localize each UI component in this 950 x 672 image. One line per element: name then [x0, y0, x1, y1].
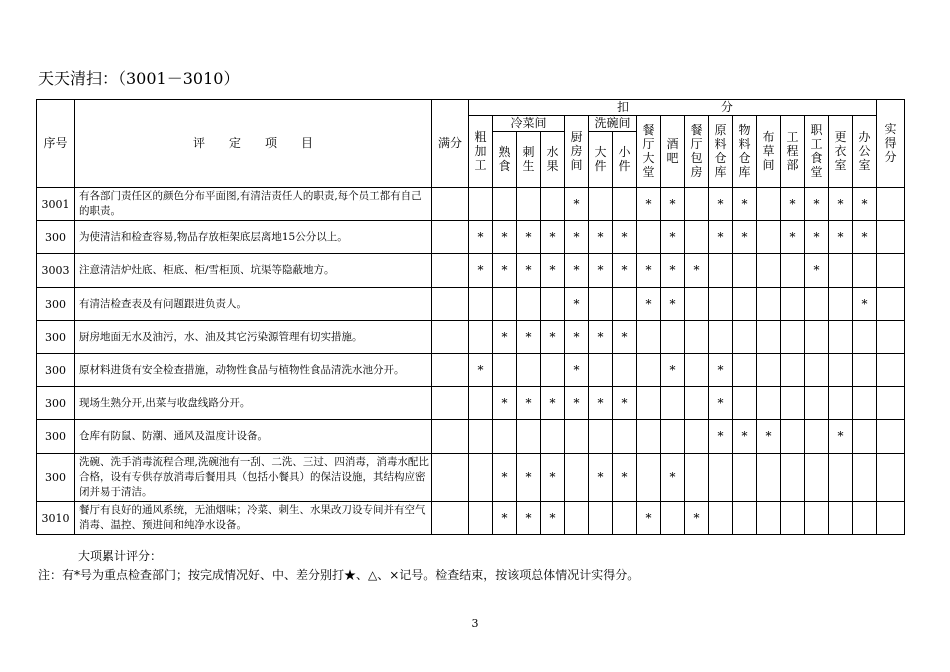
row-mark-14 [805, 454, 829, 502]
row-full-score [432, 254, 469, 288]
row-mark-13 [781, 454, 805, 502]
row-mark-12: * [757, 420, 781, 454]
row-mark-1 [493, 188, 517, 221]
row-mark-14 [805, 420, 829, 454]
row-code: 3003 [37, 254, 75, 288]
row-mark-4: * [565, 188, 589, 221]
row-mark-5: * [589, 387, 613, 420]
row-mark-10 [709, 288, 733, 321]
row-mark-4: * [565, 387, 589, 420]
row-mark-5 [589, 288, 613, 321]
row-mark-5: * [589, 221, 613, 254]
row-item-text: 有各部门责任区的颜色分布平面图,有清洁责任人的职责,每个员工都有自己的职责。 [75, 188, 432, 221]
row-mark-12 [757, 288, 781, 321]
header-deduction-a: 扣 [617, 100, 630, 114]
row-full-score [432, 354, 469, 387]
row-mark-3: * [541, 221, 565, 254]
row-mark-1: * [493, 254, 517, 288]
row-mark-15: * [829, 420, 853, 454]
row-mark-3: * [541, 387, 565, 420]
row-mark-14 [805, 387, 829, 420]
row-mark-7: * [637, 502, 661, 535]
dept-header-5: 大件 [589, 132, 613, 188]
table-row [37, 502, 905, 535]
dept-header-9: 餐厅包房 [685, 116, 709, 188]
dept-header-0: 粗加工 [469, 116, 493, 188]
row-mark-15 [829, 354, 853, 387]
dept-header-15: 更衣室 [829, 116, 853, 188]
row-mark-16 [853, 254, 877, 288]
row-actual-score [877, 321, 905, 354]
row-mark-15: * [829, 221, 853, 254]
row-item-text: 为使清洁和检查容易,物品存放柜架底层离地15公分以上。 [75, 221, 432, 254]
row-mark-9 [685, 454, 709, 502]
row-mark-12 [757, 354, 781, 387]
row-mark-3 [541, 288, 565, 321]
table-row [37, 321, 905, 354]
row-mark-10: * [709, 188, 733, 221]
row-mark-4 [565, 502, 589, 535]
row-mark-7 [637, 387, 661, 420]
row-mark-2: * [517, 254, 541, 288]
row-mark-11 [733, 288, 757, 321]
row-full-score [432, 321, 469, 354]
row-mark-9 [685, 420, 709, 454]
row-mark-5: * [589, 321, 613, 354]
row-mark-12 [757, 454, 781, 502]
row-mark-6: * [613, 454, 637, 502]
row-actual-score [877, 420, 905, 454]
row-mark-0 [469, 502, 493, 535]
row-mark-5: * [589, 254, 613, 288]
row-mark-3: * [541, 454, 565, 502]
row-mark-7 [637, 454, 661, 502]
row-code: 300 [37, 221, 75, 254]
table-row [37, 188, 905, 221]
table-row [37, 454, 905, 502]
footnote: 注：有*号为重点检查部门；按完成情况好、中、差分别打★、△、×记号。检查结束，按该项总体情况计实得分。 [38, 568, 640, 582]
row-mark-15 [829, 288, 853, 321]
row-mark-8: * [661, 454, 685, 502]
row-mark-0 [469, 288, 493, 321]
table-row [37, 354, 905, 387]
row-code: 300 [37, 420, 75, 454]
row-mark-9 [685, 387, 709, 420]
row-item-text: 有清洁检查表及有问题跟进负责人。 [75, 288, 432, 321]
row-mark-6 [613, 354, 637, 387]
row-mark-0: * [469, 221, 493, 254]
row-mark-9 [685, 188, 709, 221]
row-mark-13 [781, 321, 805, 354]
row-mark-4: * [565, 321, 589, 354]
row-mark-16 [853, 454, 877, 502]
row-mark-9 [685, 288, 709, 321]
row-mark-3 [541, 420, 565, 454]
row-mark-10 [709, 502, 733, 535]
row-mark-9 [685, 221, 709, 254]
row-mark-11 [733, 254, 757, 288]
row-mark-15 [829, 387, 853, 420]
row-mark-4: * [565, 354, 589, 387]
row-mark-0 [469, 188, 493, 221]
header-deduction [469, 100, 877, 116]
row-mark-14: * [805, 221, 829, 254]
header-dishwashing: 洗碗间 [589, 116, 637, 132]
row-mark-2 [517, 288, 541, 321]
page-title: 天天清扫：（3001－3010） [38, 69, 240, 88]
row-item-text: 仓库有防鼠、防潮、通风及温度计设备。 [75, 420, 432, 454]
row-mark-10 [709, 454, 733, 502]
row-mark-2: * [517, 454, 541, 502]
row-mark-10 [709, 321, 733, 354]
row-actual-score [877, 254, 905, 288]
dept-header-1: 熟食 [493, 132, 517, 188]
row-mark-11: * [733, 221, 757, 254]
row-mark-3 [541, 354, 565, 387]
table-row [37, 221, 905, 254]
row-mark-4: * [565, 221, 589, 254]
row-mark-1: * [493, 454, 517, 502]
inspection-table [36, 99, 905, 535]
dept-header-11: 物料仓库 [733, 116, 757, 188]
row-mark-1 [493, 420, 517, 454]
row-mark-14 [805, 288, 829, 321]
row-mark-8: * [661, 254, 685, 288]
row-mark-1 [493, 288, 517, 321]
row-mark-5: * [589, 454, 613, 502]
row-mark-11 [733, 454, 757, 502]
row-mark-2: * [517, 387, 541, 420]
row-mark-15 [829, 254, 853, 288]
row-mark-3: * [541, 254, 565, 288]
row-mark-7 [637, 221, 661, 254]
table-row [37, 254, 905, 288]
row-mark-10: * [709, 420, 733, 454]
row-mark-10: * [709, 354, 733, 387]
row-mark-13 [781, 254, 805, 288]
row-mark-13 [781, 288, 805, 321]
row-mark-14 [805, 502, 829, 535]
row-mark-5 [589, 420, 613, 454]
row-mark-0 [469, 454, 493, 502]
dept-header-4: 厨房间 [565, 116, 589, 188]
row-code: 3010 [37, 502, 75, 535]
row-mark-7: * [637, 254, 661, 288]
row-item-text: 原材料进货有安全检查措施，动物性食品与植物性食品清洗水池分开。 [75, 354, 432, 387]
dept-header-10: 原料仓库 [709, 116, 733, 188]
row-mark-15 [829, 454, 853, 502]
row-mark-14 [805, 354, 829, 387]
row-mark-6 [613, 420, 637, 454]
page-number: 3 [471, 617, 479, 630]
row-actual-score [877, 454, 905, 502]
row-mark-12 [757, 221, 781, 254]
dept-header-3: 水果 [541, 132, 565, 188]
row-full-score [432, 420, 469, 454]
row-mark-3: * [541, 321, 565, 354]
row-mark-7: * [637, 288, 661, 321]
row-mark-3 [541, 188, 565, 221]
row-mark-7: * [637, 188, 661, 221]
row-code: 300 [37, 387, 75, 420]
row-mark-7 [637, 420, 661, 454]
header-actual-score: 实得分 [877, 100, 905, 188]
row-mark-10 [709, 254, 733, 288]
row-mark-1: * [493, 387, 517, 420]
row-mark-4 [565, 420, 589, 454]
row-actual-score [877, 354, 905, 387]
row-mark-5 [589, 354, 613, 387]
row-item-text: 餐厅有良好的通风系统，无油烟味；冷菜、刺生、水果改刀设专间并有空气消毒、温控、预进间和纯净水设备。 [75, 502, 432, 535]
row-mark-16 [853, 387, 877, 420]
row-mark-9 [685, 321, 709, 354]
table-row [37, 420, 905, 454]
row-actual-score [877, 288, 905, 321]
row-code: 300 [37, 354, 75, 387]
row-mark-8: * [661, 354, 685, 387]
row-mark-12 [757, 254, 781, 288]
row-mark-13 [781, 502, 805, 535]
row-mark-13 [781, 354, 805, 387]
row-mark-2 [517, 354, 541, 387]
row-mark-14: * [805, 254, 829, 288]
row-mark-16: * [853, 221, 877, 254]
row-code: 300 [37, 321, 75, 354]
row-mark-11 [733, 354, 757, 387]
table-row [37, 387, 905, 420]
row-mark-9: * [685, 254, 709, 288]
row-mark-16 [853, 321, 877, 354]
row-mark-12 [757, 502, 781, 535]
row-mark-13 [781, 420, 805, 454]
row-mark-6: * [613, 387, 637, 420]
row-mark-0 [469, 321, 493, 354]
row-mark-10: * [709, 221, 733, 254]
row-mark-5 [589, 502, 613, 535]
row-mark-6 [613, 288, 637, 321]
header-serial: 序号 [37, 100, 75, 188]
row-mark-2: * [517, 221, 541, 254]
row-actual-score [877, 221, 905, 254]
row-mark-13: * [781, 221, 805, 254]
row-mark-8 [661, 502, 685, 535]
dept-header-6: 小件 [613, 132, 637, 188]
row-mark-0 [469, 387, 493, 420]
row-mark-11: * [733, 188, 757, 221]
dept-header-13: 工程部 [781, 116, 805, 188]
row-mark-0: * [469, 254, 493, 288]
row-mark-4: * [565, 254, 589, 288]
row-mark-0 [469, 420, 493, 454]
row-full-score [432, 221, 469, 254]
row-mark-16 [853, 502, 877, 535]
row-mark-0: * [469, 354, 493, 387]
dept-header-12: 布草间 [757, 116, 781, 188]
row-mark-5 [589, 188, 613, 221]
dept-header-7: 餐厅大堂 [637, 116, 661, 188]
dept-header-16: 办公室 [853, 116, 877, 188]
row-code: 300 [37, 454, 75, 502]
row-actual-score [877, 188, 905, 221]
table-row [37, 288, 905, 321]
row-mark-1 [493, 354, 517, 387]
dept-header-14: 职工食堂 [805, 116, 829, 188]
row-mark-2 [517, 420, 541, 454]
row-mark-4 [565, 454, 589, 502]
row-mark-14: * [805, 188, 829, 221]
row-mark-6: * [613, 254, 637, 288]
row-mark-15 [829, 321, 853, 354]
row-mark-4: * [565, 288, 589, 321]
row-mark-11 [733, 387, 757, 420]
row-mark-10: * [709, 387, 733, 420]
row-mark-11 [733, 502, 757, 535]
row-mark-12 [757, 387, 781, 420]
row-full-score [432, 288, 469, 321]
header-item: 评 定 项 目 [75, 100, 432, 188]
row-mark-6: * [613, 321, 637, 354]
header-full-score: 满分 [432, 100, 469, 188]
total-score-label: 大项累计评分： [78, 549, 163, 563]
dept-header-8: 酒吧 [661, 116, 685, 188]
row-mark-6 [613, 188, 637, 221]
row-mark-13 [781, 387, 805, 420]
row-mark-8: * [661, 188, 685, 221]
row-item-text: 注意清洁炉灶底、柜底、柜/雪柜顶、坑渠等隐蔽地方。 [75, 254, 432, 288]
row-mark-16: * [853, 188, 877, 221]
row-mark-16 [853, 420, 877, 454]
row-mark-14 [805, 321, 829, 354]
row-mark-1: * [493, 502, 517, 535]
row-mark-1: * [493, 221, 517, 254]
row-mark-11 [733, 321, 757, 354]
row-mark-6 [613, 502, 637, 535]
row-full-score [432, 387, 469, 420]
dept-header-2: 刺生 [517, 132, 541, 188]
row-actual-score [877, 502, 905, 535]
row-code: 300 [37, 288, 75, 321]
row-mark-9: * [685, 502, 709, 535]
row-full-score [432, 502, 469, 535]
row-mark-16 [853, 354, 877, 387]
row-mark-13: * [781, 188, 805, 221]
row-mark-2: * [517, 321, 541, 354]
row-mark-7 [637, 354, 661, 387]
row-mark-8 [661, 420, 685, 454]
row-mark-8 [661, 387, 685, 420]
row-item-text: 厨房地面无水及油污，水、油及其它污染源管理有切实措施。 [75, 321, 432, 354]
row-code: 3001 [37, 188, 75, 221]
row-mark-12 [757, 321, 781, 354]
row-mark-1: * [493, 321, 517, 354]
row-mark-15 [829, 502, 853, 535]
row-mark-6: * [613, 221, 637, 254]
row-mark-16: * [853, 288, 877, 321]
row-mark-8 [661, 321, 685, 354]
row-mark-7 [637, 321, 661, 354]
row-mark-3: * [541, 502, 565, 535]
row-mark-2: * [517, 502, 541, 535]
row-item-text: 现场生熟分开,出菜与收盘线路分开。 [75, 387, 432, 420]
row-mark-9 [685, 354, 709, 387]
header-deduction-b: 分 [720, 100, 733, 114]
row-full-score [432, 454, 469, 502]
row-item-text: 洗碗、洗手消毒流程合理,洗碗池有一刮、二洗、三过、四消毒，消毒水配比合格，设有专供存放消毒后餐用具（包括小餐具）的保洁设施，其结构应密闭并易于清洁。 [75, 454, 432, 502]
row-mark-11: * [733, 420, 757, 454]
row-mark-8: * [661, 221, 685, 254]
row-mark-12 [757, 188, 781, 221]
row-mark-2 [517, 188, 541, 221]
header-cold-room: 冷菜间 [493, 116, 565, 132]
row-actual-score [877, 387, 905, 420]
row-mark-8: * [661, 288, 685, 321]
row-full-score [432, 188, 469, 221]
row-mark-15: * [829, 188, 853, 221]
